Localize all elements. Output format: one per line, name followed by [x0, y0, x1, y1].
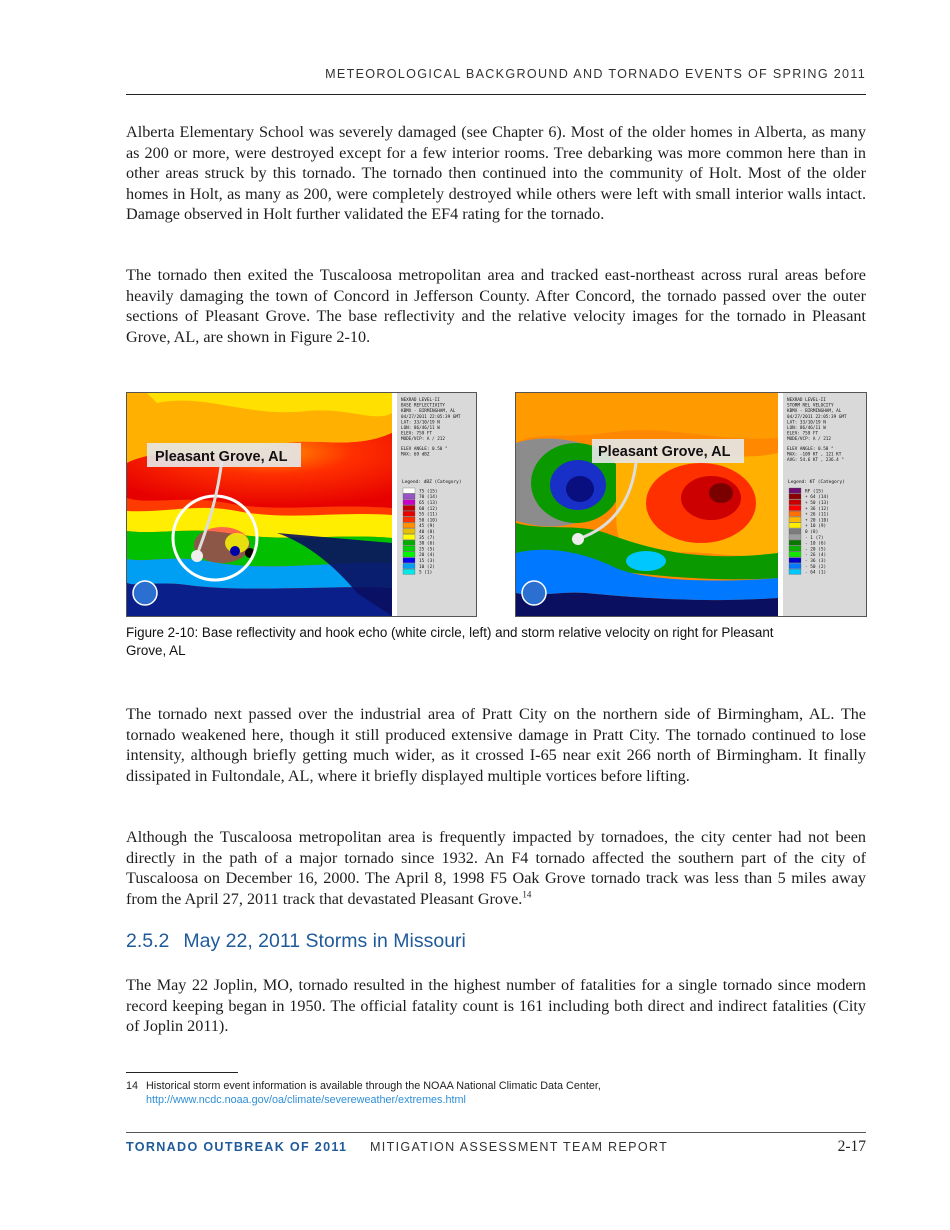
left-legend-swatch: [403, 546, 415, 551]
right-legend-label: + 50 (13): [805, 501, 829, 506]
left-legend-header-line: MAX: 69 dBZ: [401, 452, 430, 458]
right-legend-label: - 64 (1): [805, 570, 827, 576]
left-legend-header-line: LAT: 33/10/19 N: [401, 420, 440, 426]
figure-velocity: [515, 392, 867, 617]
legend-title-right: Legend: KT (Category): [788, 480, 845, 485]
left-legend-swatch: [403, 488, 415, 493]
left-legend-swatch: [403, 494, 415, 499]
right-legend-header-line: MAX: -109 KT , 121 KT: [787, 452, 842, 458]
right-legend-header-line: LON: 86/46/11 W: [787, 426, 826, 431]
right-legend-header-line: ELEV ANGLE: 0.50 °: [787, 446, 834, 452]
paragraph-pratt-city: The tornado next passed over the industrial area of Pratt City on the northern side of Birmingham, AL. The tornado weakened here, though it still produced extensive damage in Pratt City. The tornado continued to lose intensity, although briefly getting much wider, as it crossed I-65 near exit 266 north of Birmingham. It finally dissipated in Fultondale, AL, where it briefly displayed multiple vortices before lifting.: [126, 705, 866, 785]
footnote: [126, 1079, 866, 1107]
left-legend-label: 20 (4): [419, 553, 435, 559]
footnote-link[interactable]: http://www.ncdc.noaa.gov/oa/climate/severeweather/extremes.html: [146, 1094, 466, 1106]
right-legend-label: + 20 (10): [805, 518, 829, 524]
paragraph-alberta: Alberta Elementary School was severely damaged (see Chapter 6). Most of the older homes in Alberta, as many as 200 or more, were destroyed except for a few interior rooms. Tree debarking was more common here than in other areas struck by this tornado. The tornado then continued into the community of Holt. Most of the older homes in Holt, as many as 200, were completely destroyed while others were left with small interior walls intact. Damage observed in Holt further validated the EF4 rating for the tornado.: [126, 123, 866, 224]
left-legend-label: 35 (7): [419, 535, 435, 541]
right-legend-swatch: [789, 523, 801, 528]
left-legend-label: 40 (8): [419, 530, 435, 535]
legend-title-left: Legend: dBZ (Category): [402, 480, 462, 485]
left-legend-label: 15 (3): [419, 559, 435, 564]
left-legend-label: 60 (12): [419, 506, 438, 512]
right-legend-header-line: AVG: 54.6 KT , 236.4 °: [787, 458, 844, 463]
left-legend-header-line: 04/27/2011 22:05:39 GMT: [401, 414, 461, 420]
left-legend-header-line: ELEV ANGLE: 0.50 °: [401, 446, 448, 452]
left-legend-label: 45 (9): [419, 524, 435, 530]
velocity-radar-image: [516, 393, 866, 616]
right-legend-swatch: [789, 558, 801, 563]
page-footer: [126, 1140, 866, 1160]
left-legend-swatch: [403, 529, 415, 534]
right-legend-label: 0 (8): [805, 530, 819, 535]
left-legend-label: 5 (1): [419, 570, 433, 576]
reflectivity-radar-image: [127, 393, 476, 616]
left-legend-header-line: BASE REFLECTIVITY: [401, 403, 445, 409]
section-number: 2.5.2: [126, 930, 170, 952]
figure-reflectivity: [126, 392, 477, 617]
right-legend-header-line: STORM REL VELOCITY: [787, 403, 834, 409]
footnote-number: 14: [126, 1080, 139, 1092]
location-label-left: Pleasant Grove, AL: [155, 449, 288, 465]
footer-rule: [126, 1132, 866, 1133]
right-legend-label: - 26 (4): [805, 553, 827, 559]
left-legend-swatch: [403, 523, 415, 528]
right-legend-swatch: [789, 494, 801, 499]
left-legend-header-line: NEXRAD LEVEL-II: [401, 398, 440, 403]
left-legend-header-line: KBMX - BIRMINGHAM, AL: [401, 409, 456, 415]
right-legend-label: RF (15): [805, 489, 824, 495]
right-legend-label: - 1 (7): [805, 535, 824, 541]
footer-report-name: TORNADO OUTBREAK OF 2011: [126, 1140, 348, 1154]
footnote-rule: [126, 1072, 238, 1073]
right-legend-header-line: LAT: 33/10/19 N: [787, 420, 826, 426]
right-legend-label: + 64 (14): [805, 495, 829, 501]
right-legend-swatch: [789, 517, 801, 522]
left-legend-swatch: [403, 540, 415, 545]
right-legend-label: + 36 (12): [805, 506, 829, 512]
left-legend-label: 75 (15): [419, 489, 438, 495]
right-legend-swatch: [789, 534, 801, 539]
right-legend-swatch: [789, 546, 801, 551]
right-legend-swatch: [789, 505, 801, 510]
right-legend-swatch: [789, 529, 801, 534]
left-legend-label: 65 (13): [419, 501, 438, 506]
left-legend-swatch: [403, 534, 415, 539]
left-legend-label: 55 (11): [419, 512, 438, 518]
paragraph-tuscaloosa-text: Although the Tuscaloosa metropolitan area is frequently impacted by tornadoes, the city center had not been directly in the path of a major tornado since 1932. An F4 tornado affected the southern part of the city of Tuscaloosa on December 16, 2000. The April 8, 1998 F5 Oak Grove tornado track was less than 5 miles away from the April 27, 2011 track that devastated Pleasant Grove.: [126, 828, 866, 908]
left-legend-swatch: [403, 569, 415, 574]
right-legend-label: - 10 (6): [805, 541, 827, 547]
left-legend-swatch: [403, 500, 415, 505]
left-legend-swatch: [403, 552, 415, 557]
right-legend-header-line: ELEV: 759 FT: [787, 431, 819, 437]
left-legend-label: 10 (2): [419, 564, 435, 570]
right-legend-label: + 26 (11): [805, 512, 829, 518]
right-legend-swatch: [789, 552, 801, 557]
right-legend-label: - 20 (5): [805, 547, 827, 553]
section-title: May 22, 2011 Storms in Missouri: [183, 930, 466, 952]
left-legend-label: 50 (10): [419, 518, 438, 524]
left-legend-swatch: [403, 505, 415, 510]
left-legend-swatch: [403, 517, 415, 522]
paragraph-joplin: The May 22 Joplin, MO, tornado resulted in the highest number of fatalities for a single tornado since modern record keeping began in 1950. The official fatality count is 161 including both direct and indirect fatalities (City of Joplin 2011).: [126, 976, 866, 1036]
left-legend-header-line: LON: 86/46/11 W: [401, 426, 440, 431]
left-legend-label: 25 (5): [419, 547, 435, 553]
right-legend-swatch: [789, 500, 801, 505]
header-rule: [126, 94, 866, 95]
left-legend-swatch: [403, 558, 415, 563]
right-legend-swatch: [789, 511, 801, 516]
paragraph-tuscaloosa-history: [126, 827, 866, 909]
left-legend-label: 30 (6): [419, 541, 435, 547]
figure-caption: Figure 2-10: Base reflectivity and hook echo (white circle, left) and storm relative velocity on right for Pleasant Grove, AL: [126, 625, 774, 658]
right-legend-swatch: [789, 540, 801, 545]
right-legend-label: + 10 (9): [805, 524, 827, 530]
right-legend-label: - 50 (2): [805, 564, 827, 570]
right-legend-header-line: KBMX - BIRMINGHAM, AL: [787, 409, 842, 415]
right-legend-header-line: NEXRAD LEVEL-II: [787, 398, 826, 403]
left-legend-label: 70 (14): [419, 495, 438, 501]
right-legend-header-line: MODE/VCP: A / 212: [787, 437, 831, 443]
footnote-text: Historical storm event information is available through the NOAA National Climatic Data Center,: [146, 1080, 601, 1092]
left-legend-header-line: ELEV: 759 FT: [401, 431, 433, 437]
paragraph-pleasant-grove: The tornado then exited the Tuscaloosa metropolitan area and tracked east-northeast across rural areas before heavily damaging the town of Concord in Jefferson County. After Concord, the tornado passed over the outer sections of Pleasant Grove. The base reflectivity and the relative velocity images for the tornado in Pleasant Grove, AL, are shown in Figure 2-10.: [126, 266, 866, 346]
footnote-reference[interactable]: 14: [522, 889, 532, 900]
left-legend-swatch: [403, 563, 415, 568]
page-number: 2-17: [837, 1138, 866, 1155]
running-header: METEOROLOGICAL BACKGROUND AND TORNADO EVENTS OF SPRING 2011: [325, 67, 866, 81]
left-legend-swatch: [403, 511, 415, 516]
section-heading: [126, 930, 466, 953]
footer-report-type: MITIGATION ASSESSMENT TEAM REPORT: [370, 1140, 669, 1154]
right-legend-label: - 36 (3): [805, 559, 827, 564]
right-legend-swatch: [789, 569, 801, 574]
left-legend-header-line: MODE/VCP: A / 212: [401, 437, 445, 443]
right-legend-swatch: [789, 488, 801, 493]
right-legend-swatch: [789, 563, 801, 568]
location-label-right: Pleasant Grove, AL: [598, 444, 731, 460]
right-legend-header-line: 04/27/2011 22:05:39 GMT: [787, 414, 847, 420]
